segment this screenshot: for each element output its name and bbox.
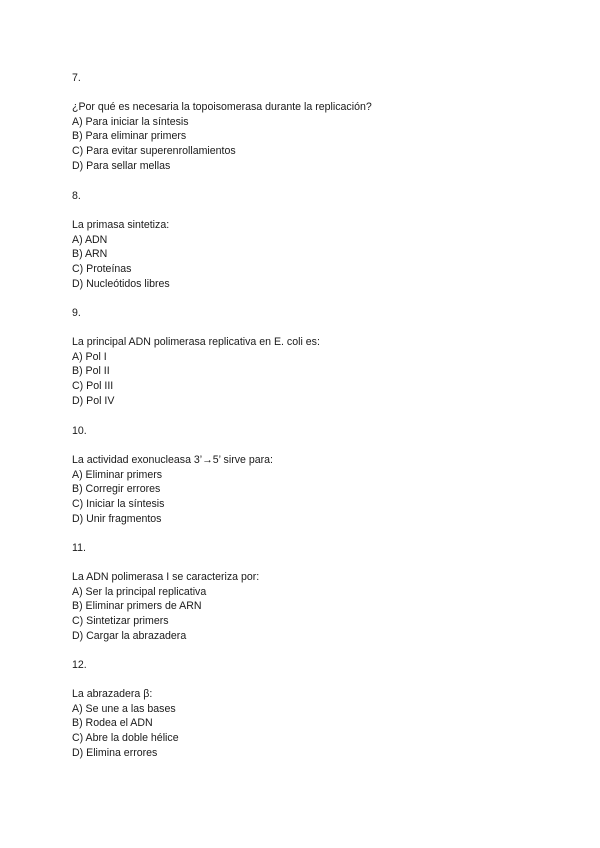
question-12 [72, 658, 552, 760]
option-c: C) Sintetizar primers [72, 614, 169, 627]
question-text: La abrazadera β: [72, 688, 153, 701]
option-c: C) Para evitar superenrollamientos [72, 144, 236, 157]
question-text: La ADN polimerasa I se caracteriza por: [72, 571, 260, 584]
option-b: B) Eliminar primers de ARN [72, 600, 202, 613]
option-c: C) Abre la doble hélice [72, 731, 179, 744]
option-d: D) Pol IV [72, 394, 115, 407]
question-7 [72, 71, 552, 173]
option-c: C) Iniciar la síntesis [72, 497, 165, 510]
question-number: 12. [72, 659, 87, 671]
option-d: D) Unir fragmentos [72, 512, 162, 525]
option-b: B) ARN [72, 248, 108, 261]
option-a: A) ADN [72, 233, 108, 246]
option-a: A) Eliminar primers [72, 468, 163, 481]
option-d: D) Elimina errores [72, 746, 158, 759]
question-number: 9. [72, 307, 81, 319]
option-a: A) Ser la principal replicativa [72, 585, 207, 598]
question-text: La actividad exonucleasa 3’→5’ sirve para: [72, 454, 274, 467]
option-d: D) Cargar la abrazadera [72, 629, 187, 642]
question-number: 7. [72, 72, 81, 84]
question-10 [72, 424, 552, 526]
question-number: 11. [72, 542, 86, 554]
option-a: A) Pol I [72, 350, 107, 363]
option-a: A) Se une a las bases [72, 702, 176, 715]
option-a: A) Para iniciar la síntesis [72, 115, 189, 128]
option-b: B) Pol II [72, 365, 110, 378]
option-b: B) Para eliminar primers [72, 130, 187, 143]
option-b: B) Corregir errores [72, 483, 161, 496]
option-b: B) Rodea el ADN [72, 717, 153, 730]
question-number: 10. [72, 425, 87, 437]
option-c: C) Pol III [72, 379, 114, 392]
question-text: La primasa sintetiza: [72, 219, 170, 232]
question-11 [72, 541, 552, 643]
question-number: 8. [72, 190, 81, 202]
option-d: D) Para sellar mellas [72, 159, 171, 172]
question-9 [72, 306, 552, 408]
question-text: La principal ADN polimerasa replicativa en E. coli es: [72, 336, 320, 349]
question-text: ¿Por qué es necesaria la topoisomerasa durante la replicación? [72, 101, 372, 114]
option-c: C) Proteínas [72, 262, 132, 275]
question-8 [72, 189, 552, 291]
option-d: D) Nucleótidos libres [72, 277, 170, 290]
